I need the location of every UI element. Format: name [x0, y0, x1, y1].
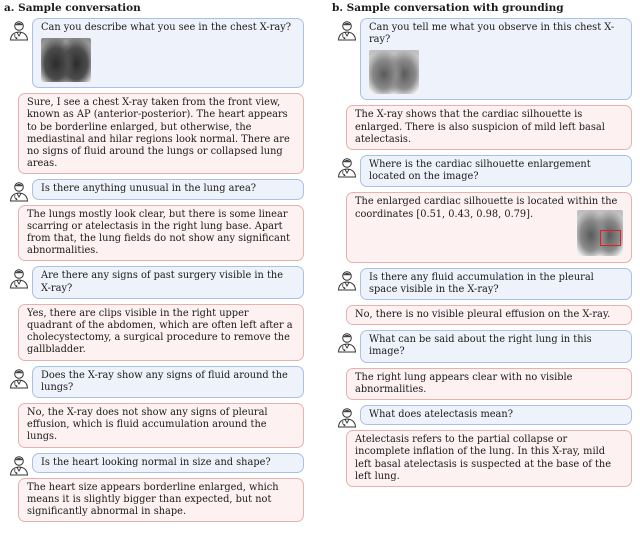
message-text: No, the X-ray does not show any signs of pleural effusion, which is fluid accumulation around the lungs. [27, 407, 268, 443]
user-bubble [360, 405, 632, 425]
message-text: The enlarged cardiac silhouette is located within the coordinates [0.51, 0.43, 0.98, 0.79]. [355, 196, 618, 220]
assistant-message [332, 430, 632, 487]
user-message [332, 268, 632, 300]
message-text: Atelectasis refers to the partial collapse or incomplete inflation of the lung. In this X-ray, mild left basal atelectasis is suspected at the base of the left lung. [355, 434, 612, 482]
message-text: Is the heart looking normal in size and shape? [41, 456, 271, 468]
message-text: The lungs mostly look clear, but there is some linear scarring or atelectasis in the right lung base. Apart from that, the lung fields do not show any significant abnormalities. [27, 208, 291, 257]
doctor-avatar-icon [336, 331, 358, 353]
doctor-avatar-icon [8, 267, 30, 289]
chest-xray-image [369, 50, 419, 94]
panel-a-sample-conversation [4, 0, 304, 527]
grounded-xray [577, 210, 623, 256]
assistant-bubble [346, 305, 632, 325]
message-text: Yes, there are clips visible in the right upper quadrant of the abdomen, which are often left after a cholecystectomy, a surgical procedure to remove the gallbladder. [27, 307, 293, 356]
message-text: Can you describe what you see in the chest X-ray? [41, 22, 292, 33]
assistant-bubble [346, 430, 632, 487]
user-message [332, 155, 632, 187]
user-message [4, 18, 304, 88]
assistant-message [4, 478, 304, 523]
chest-xray-image [41, 38, 91, 82]
doctor-avatar-icon [336, 269, 358, 291]
doctor-avatar-icon [336, 19, 358, 41]
assistant-message [332, 305, 632, 325]
doctor-avatar-icon [8, 367, 30, 389]
message-text: Can you tell me what you observe in this chest X-ray? [369, 22, 615, 46]
doctor-avatar-icon [8, 180, 30, 202]
message-text: Is there anything unusual in the lung area? [41, 183, 257, 195]
message-text: The X-ray shows that the cardiac silhouette is enlarged. There is also suspicion of mild left basal atelectasis. [355, 109, 605, 145]
assistant-bubble [346, 192, 632, 262]
doctor-avatar-icon [8, 19, 30, 41]
user-message [4, 453, 304, 473]
user-message [332, 405, 632, 425]
assistant-bubble [18, 205, 304, 262]
user-bubble [32, 366, 304, 398]
doctor-avatar-icon [8, 454, 30, 476]
user-message [4, 266, 304, 298]
assistant-message [4, 403, 304, 448]
user-bubble [360, 330, 632, 362]
doctor-avatar-icon [336, 156, 358, 178]
user-bubble [360, 155, 632, 187]
user-bubble [32, 453, 304, 473]
user-message [4, 179, 304, 199]
user-bubble [32, 266, 304, 298]
panel-b-title: b. Sample conversation with grounding [332, 2, 564, 14]
user-message [332, 18, 632, 100]
panel-a-title: a. Sample conversation [4, 2, 141, 14]
user-bubble [32, 179, 304, 199]
assistant-message [4, 93, 304, 174]
message-text: No, there is no visible pleural effusion on the X-ray. [355, 309, 611, 321]
message-text: Does the X-ray show any signs of fluid around the lungs? [41, 369, 288, 393]
bounding-box [600, 230, 621, 246]
user-message [4, 366, 304, 398]
assistant-bubble [346, 105, 632, 150]
assistant-message [4, 205, 304, 262]
message-text: Where is the cardiac silhouette enlargement located on the image? [369, 159, 591, 183]
assistant-message [332, 192, 632, 262]
assistant-bubble [18, 478, 304, 523]
message-text: The right lung appears clear with no visible abnormalities. [355, 371, 573, 395]
user-bubble [32, 18, 304, 88]
message-text: Sure, I see a chest X-ray taken from the front view, known as AP (anterior-posterior). The heart appears to be borderline enlarged, but otherwise, the mediastinal and hilar regions look normal. There are no signs of fluid around the lungs or collapsed lung areas. [27, 97, 290, 170]
message-text: The heart size appears borderline enlarged, which means it is slightly bigger than expected, but not significantly abnormal in shape. [27, 481, 279, 518]
message-text: What can be said about the right lung in this image? [369, 334, 592, 358]
message-text: Is there any fluid accumulation in the pleural space visible in the X-ray? [369, 271, 594, 295]
panel-b-grounded-conversation [332, 0, 632, 492]
assistant-message [332, 368, 632, 400]
doctor-avatar-icon [336, 406, 358, 428]
message-text: What does atelectasis mean? [369, 409, 513, 421]
assistant-bubble [18, 403, 304, 448]
user-bubble [360, 18, 632, 100]
assistant-bubble [18, 93, 304, 174]
message-text: Are there any signs of past surgery visible in the X-ray? [41, 270, 283, 294]
user-message [332, 330, 632, 362]
assistant-bubble [346, 368, 632, 400]
user-bubble [360, 268, 632, 300]
assistant-bubble [18, 304, 304, 361]
assistant-message [332, 105, 632, 150]
assistant-message [4, 304, 304, 361]
